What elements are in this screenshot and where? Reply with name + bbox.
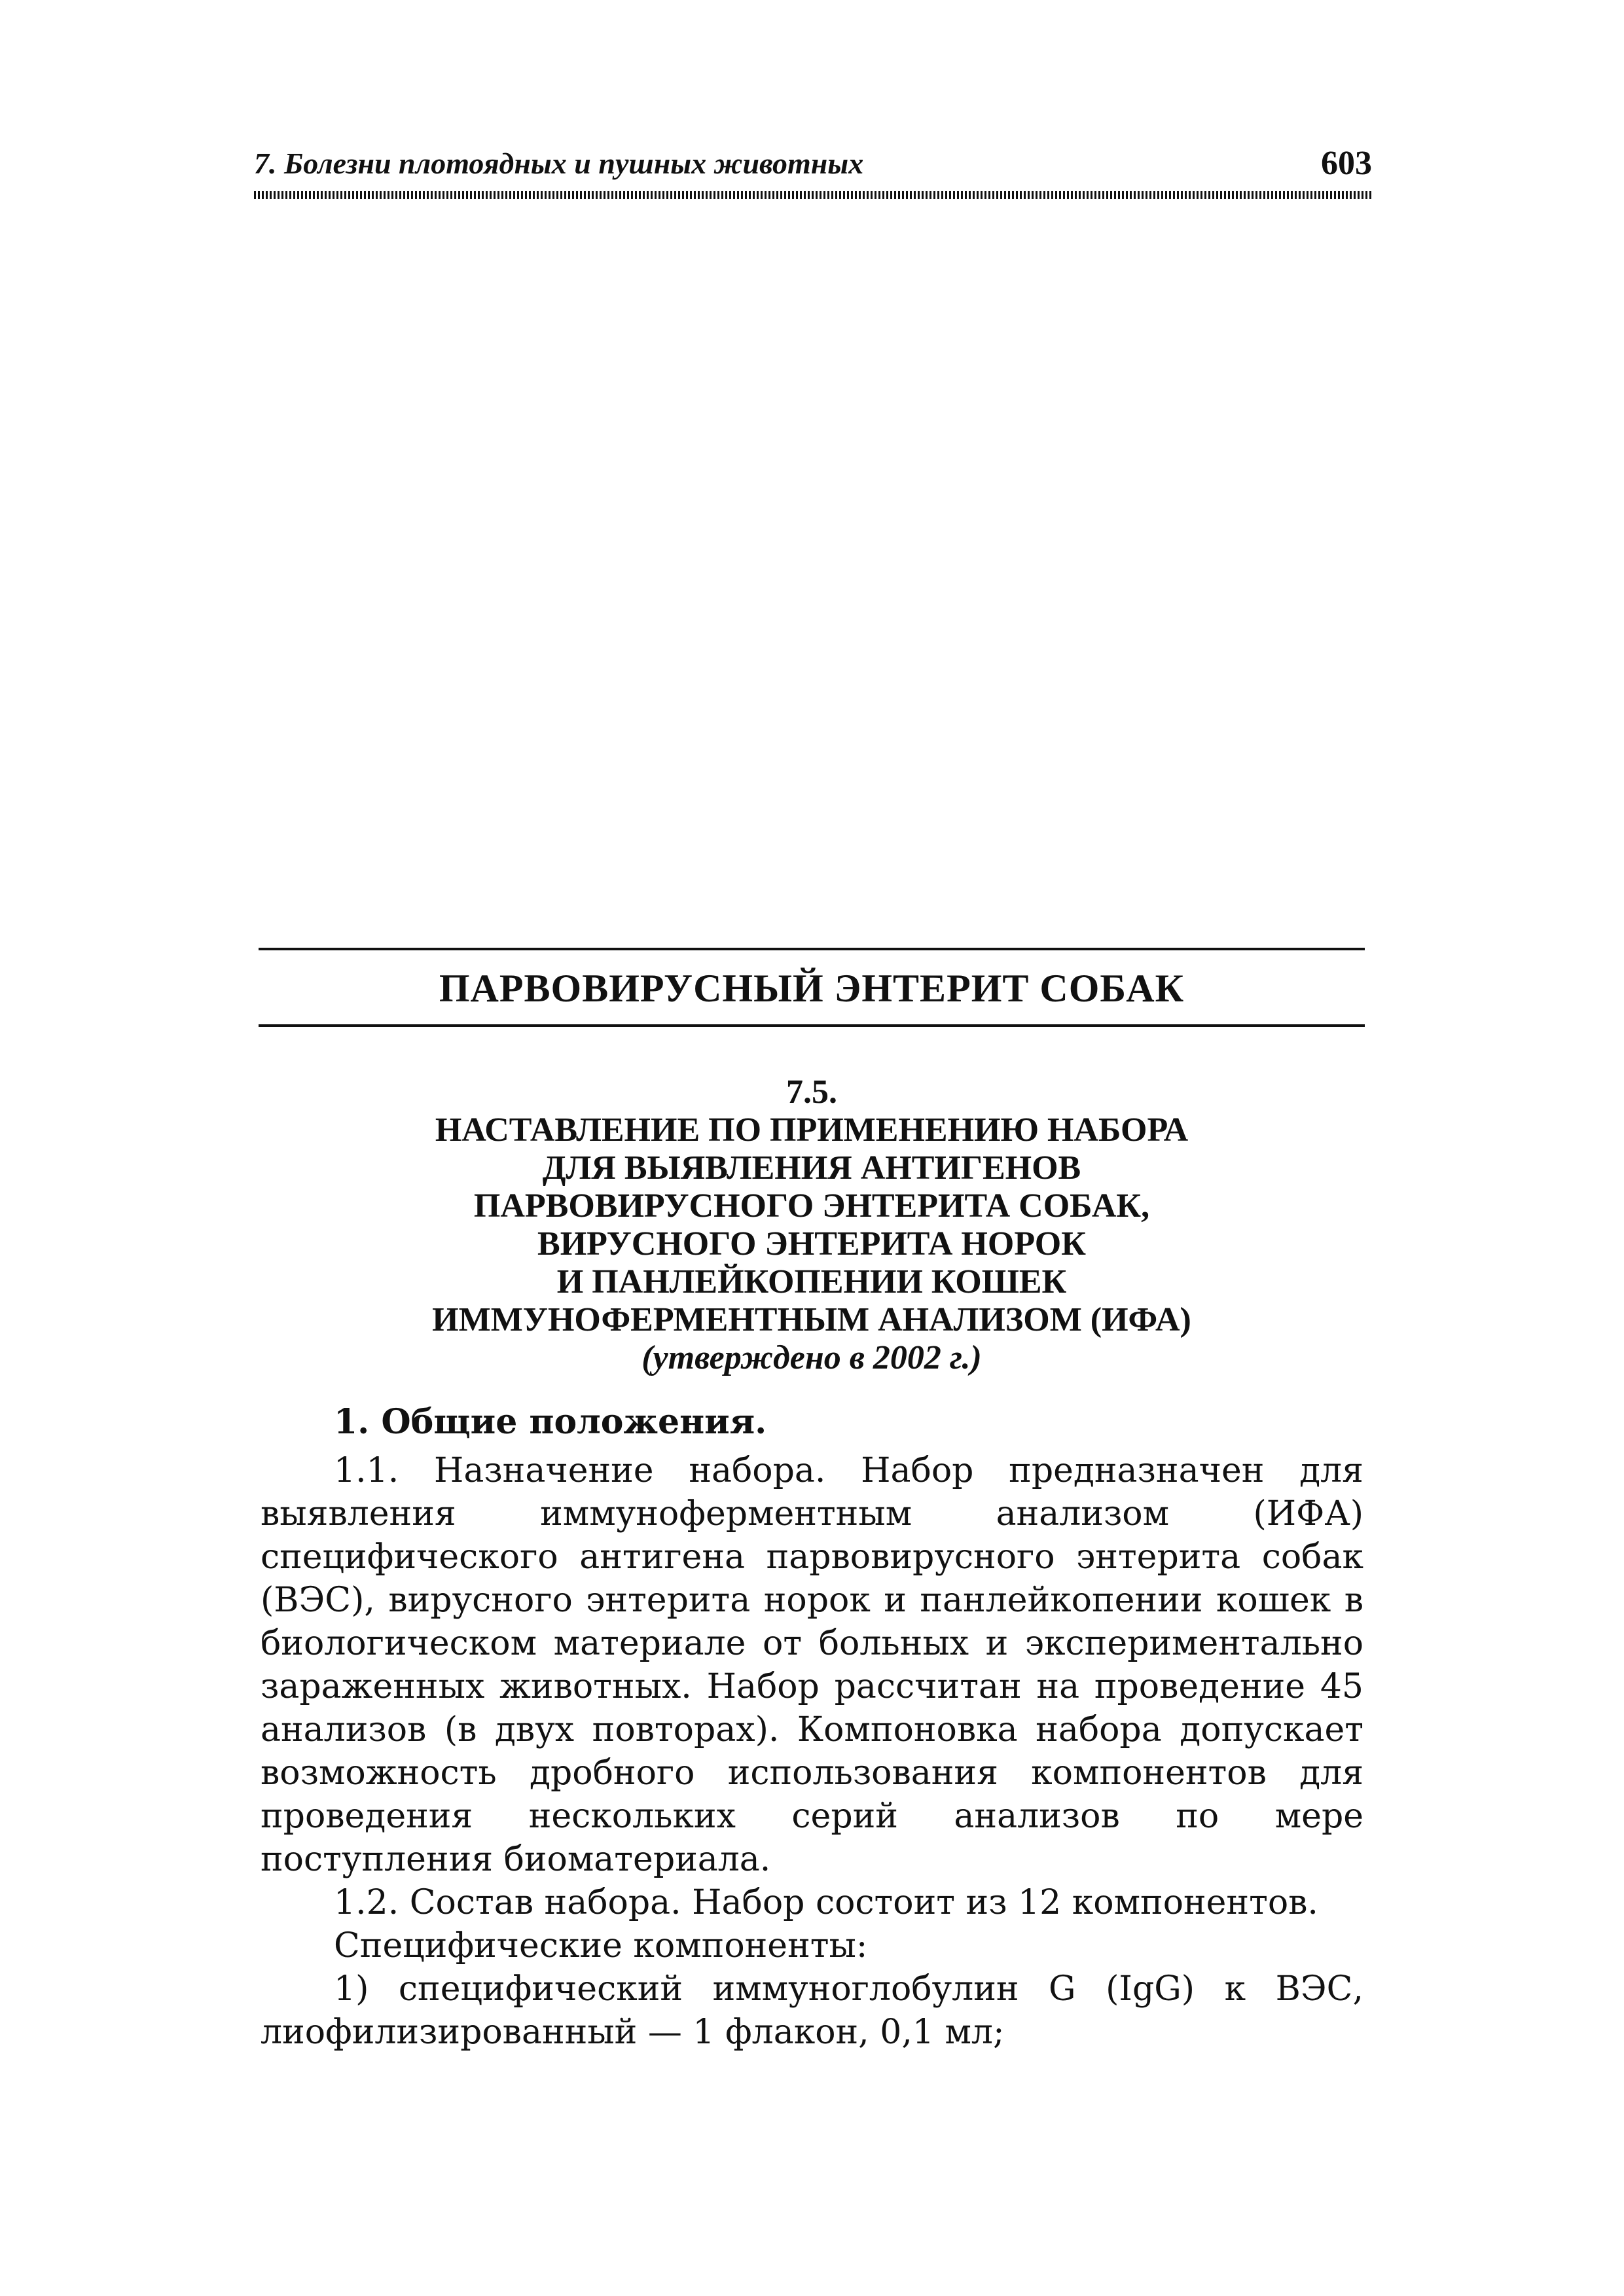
document-number: 7.5. [786,1073,837,1111]
document-title-line: НАСТАВЛЕНИЕ ПО ПРИМЕНЕНИЮ НАБОРА [435,1111,1189,1149]
header-divider [254,191,1372,199]
body-text [261,1401,1363,2054]
paragraph-purpose: 1.1. Назначение набора. Набор предназначен для выявления иммуноферментным анализом (ИФА) специфического антигена парвовирусного энтерита собак (ВЭС), вирусного энтерита норок и панлейкопении кошек в биологическом материале от больных и экспериментально зараженных животных. Набор рассчитан на проведение 45 анализов (в двух повторах). Компоновка набора допускает возможность дробного использования компонентов для проведения нескольких серий анализов по мере поступления биоматериала. [261,1451,1363,1879]
approval-note: (утверждено в 2002 г.) [641,1339,982,1376]
document-title-block [259,1073,1365,1377]
running-head [254,145,1372,182]
document-title-line: ДЛЯ ВЫЯВЛЕНИЯ АНТИГЕНОВ [542,1149,1081,1187]
section-rule-bottom [259,1024,1365,1027]
section-title: ПАРВОВИРУСНЫЙ ЭНТЕРИТ СОБАК [439,967,1185,1010]
list-item-igg: 1) специфический иммуноглобулин G (IgG) к ВЭС, лиофилизированный — 1 флакон, 0,1 мл; [261,1969,1363,2052]
section-rule-top [259,948,1365,950]
page-number: 603 [1321,145,1372,182]
chapter-title: 7. Болезни плотоядных и пушных животных [254,147,864,180]
document-title-line: ПАРВОВИРУСНОГО ЭНТЕРИТА СОБАК, [473,1187,1150,1225]
paragraph-composition: 1.2. Состав набора. Набор состоит из 12 компонентов. [334,1883,1318,1922]
paragraph-specific-components: Специфические компоненты: [334,1926,868,1965]
document-title-line: ИММУНОФЕРМЕНТНЫМ АНАЛИЗОМ (ИФА) [432,1301,1191,1338]
section-heading-general: 1. Общие положения. [334,1402,767,1442]
document-title-line: ВИРУСНОГО ЭНТЕРИТА НОРОК [537,1225,1086,1263]
document-title-line: И ПАНЛЕЙКОПЕНИИ КОШЕК [556,1263,1067,1300]
